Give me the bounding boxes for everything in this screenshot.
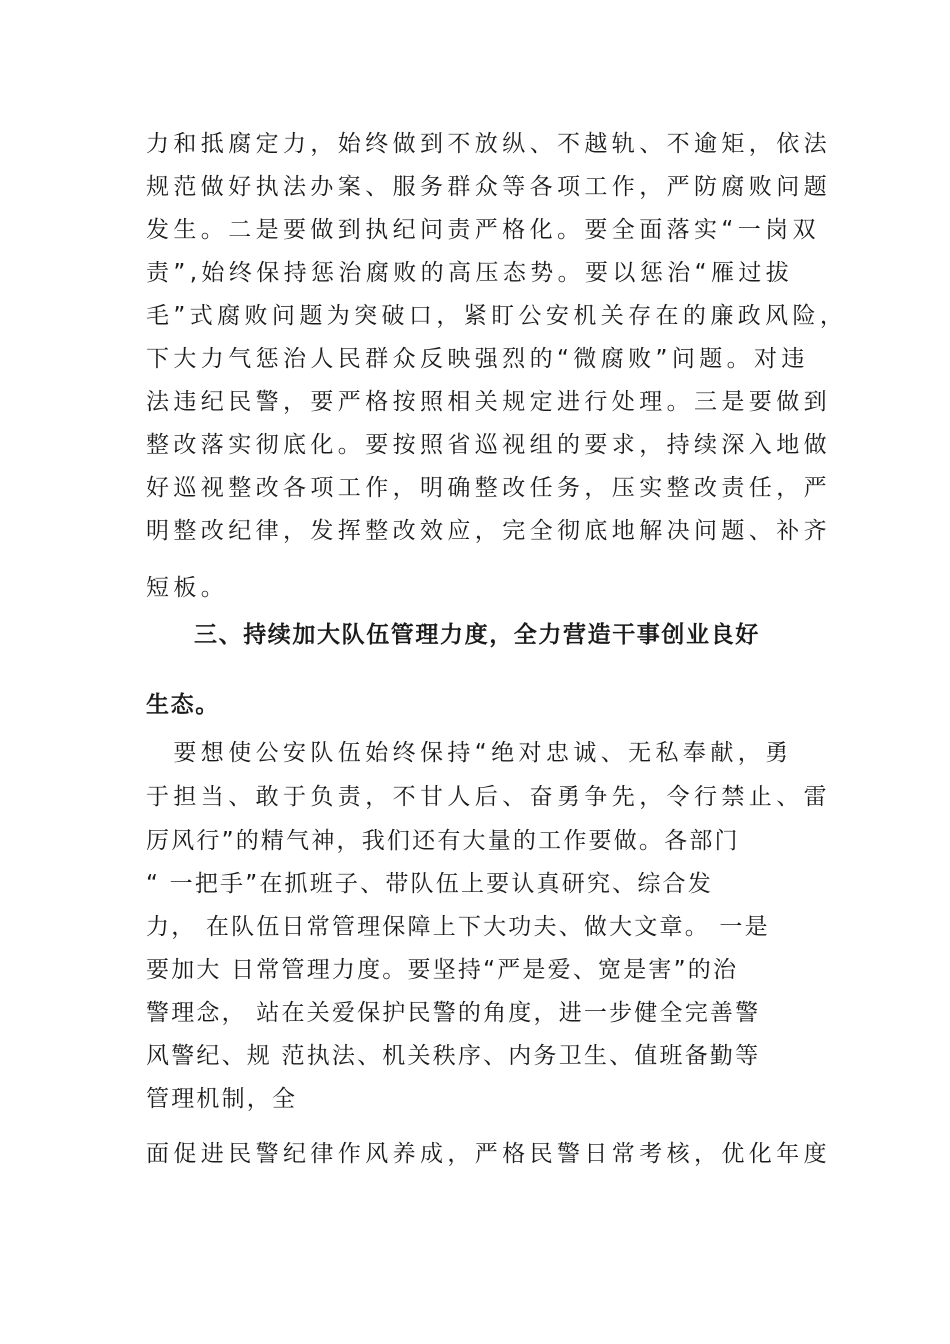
- body-line: 要加大 日常管理力度。要坚持“严是爱、宽是害”的治: [146, 957, 739, 983]
- body-line: 要想使公安队伍始终保持“绝对忠诚、无私奉献，勇: [146, 740, 793, 766]
- body-line: 发生。二是要做到执纪问责严格化。要全面落实“一岗双: [146, 217, 820, 243]
- body-line: 责”,始终保持惩治腐败的高压态势。要以惩治“雁过拔: [146, 260, 794, 286]
- body-line: 毛”式腐败问题为突破口，紧盯公安机关存在的廉政风险，: [146, 303, 848, 329]
- section-heading: 三、持续加大队伍管理力度，全力营造干事创业良好: [194, 622, 760, 648]
- body-line: 管理机制，全: [146, 1086, 298, 1112]
- body-line: 好巡视整改各项工作，明确整改任务，压实整改责任，严: [146, 475, 831, 501]
- section-heading-continued: 生态。: [146, 692, 220, 718]
- body-line: 力和抵腐定力，始终做到不放纵、不越轨、不逾矩，依法: [146, 131, 831, 157]
- body-line: 风警纪、规 范执法、机关秩序、内务卫生、值班备勤等: [146, 1043, 761, 1069]
- body-line: 力， 在队伍日常管理保障上下大功夫、做大文章。 一是: [146, 914, 770, 940]
- body-line: 明整改纪律，发挥整改效应，完全彻底地解决问题、补齐: [146, 518, 831, 544]
- body-line: 于担当、敢于负责，不甘人后、奋勇争先，令行禁止、雷: [146, 784, 831, 810]
- body-line: 厉风行”的精气神，我们还有大量的工作要做。各部门: [146, 828, 740, 854]
- body-line: 法违纪民警，要严格按照相关规定进行处理。三是要做到: [146, 389, 831, 415]
- body-line: 警理念， 站在关爱保护民警的角度，进一步健全完善警: [146, 1000, 761, 1026]
- body-line: 规范做好执法办案、服务群众等各项工作，严防腐败问题: [146, 174, 831, 200]
- body-line: 短板。: [146, 575, 229, 601]
- body-line: 下大力气惩治人民群众反映强烈的“微腐败”问题。对违: [146, 346, 809, 372]
- body-line: 整改落实彻底化。要按照省巡视组的要求，持续深入地做: [146, 432, 831, 458]
- body-line: “ 一把手”在抓班子、带队伍上要认真研究、综合发: [146, 871, 713, 897]
- body-line: 面促进民警纪律作风养成，严格民警日常考核，优化年度: [146, 1141, 831, 1167]
